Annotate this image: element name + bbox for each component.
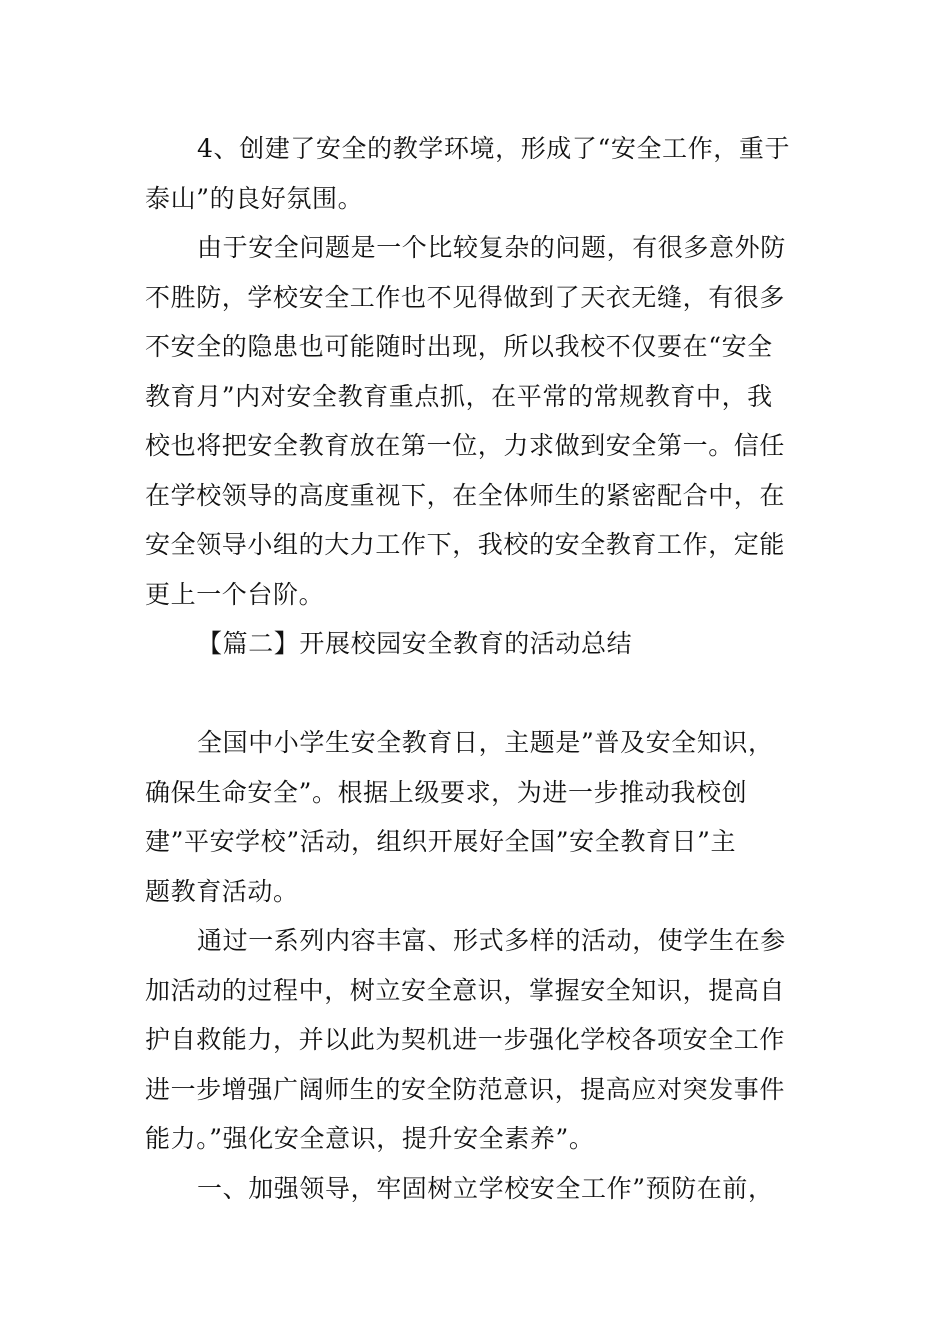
- text-line: 不安全的隐患也可能随时出现，所以我校不仅要在“安全: [145, 332, 773, 361]
- text-line: 能力。”强化安全意识，提升安全素养”。: [145, 1124, 595, 1153]
- text-line: 加活动的过程中，树立安全意识，掌握安全知识，提高自: [145, 975, 786, 1005]
- text-line: 由于安全问题是一个比较复杂的问题，有很多意外防: [197, 233, 786, 262]
- text-line: 不胜防，学校安全工作也不见得做到了天衣无缝，有很多: [145, 282, 786, 312]
- text-line: 建”平安学校”活动，组织开展好全国”安全教育日”主: [145, 827, 737, 856]
- document-body: [145, 124, 807, 1213]
- text-line: 确保生命安全”。根据上级要求，为进一步推动我校创: [145, 777, 748, 807]
- text-line: 护自救能力，并以此为契机进一步强化学校各项安全工作: [145, 1025, 786, 1054]
- text-line: 4、创建了安全的教学环境，形成了“安全工作，重于: [197, 134, 791, 163]
- text-line: 校也将把安全教育放在第一位，力求做到安全第一。信任: [145, 431, 786, 460]
- text-line: 进一步增强广阔师生的安全防范意识，提高应对突发事件: [145, 1074, 786, 1104]
- text-line: 全国中小学生安全教育日，主题是”普及安全知识，: [197, 728, 774, 757]
- text-line: 题教育活动。: [145, 876, 299, 906]
- text-line: 通过一系列内容丰富、形式多样的活动，使学生在参: [197, 926, 786, 955]
- text-line: 泰山”的良好氛围。: [145, 183, 364, 213]
- text-line: 安全领导小组的大力工作下，我校的安全教育工作，定能: [145, 530, 786, 559]
- text-line: 教育月”内对安全教育重点抓，在平常的常规教育中，我: [145, 381, 773, 411]
- section-heading: 【篇二】开展校园安全教育的活动总结: [197, 629, 633, 658]
- section-gap: [145, 669, 807, 719]
- text-line: 一、加强领导，牢固树立学校安全工作”预防在前，: [197, 1173, 774, 1203]
- text-line: 更上一个台阶。: [145, 579, 325, 609]
- text-line: 在学校领导的高度重视下，在全体师生的紧密配合中，在: [145, 480, 786, 510]
